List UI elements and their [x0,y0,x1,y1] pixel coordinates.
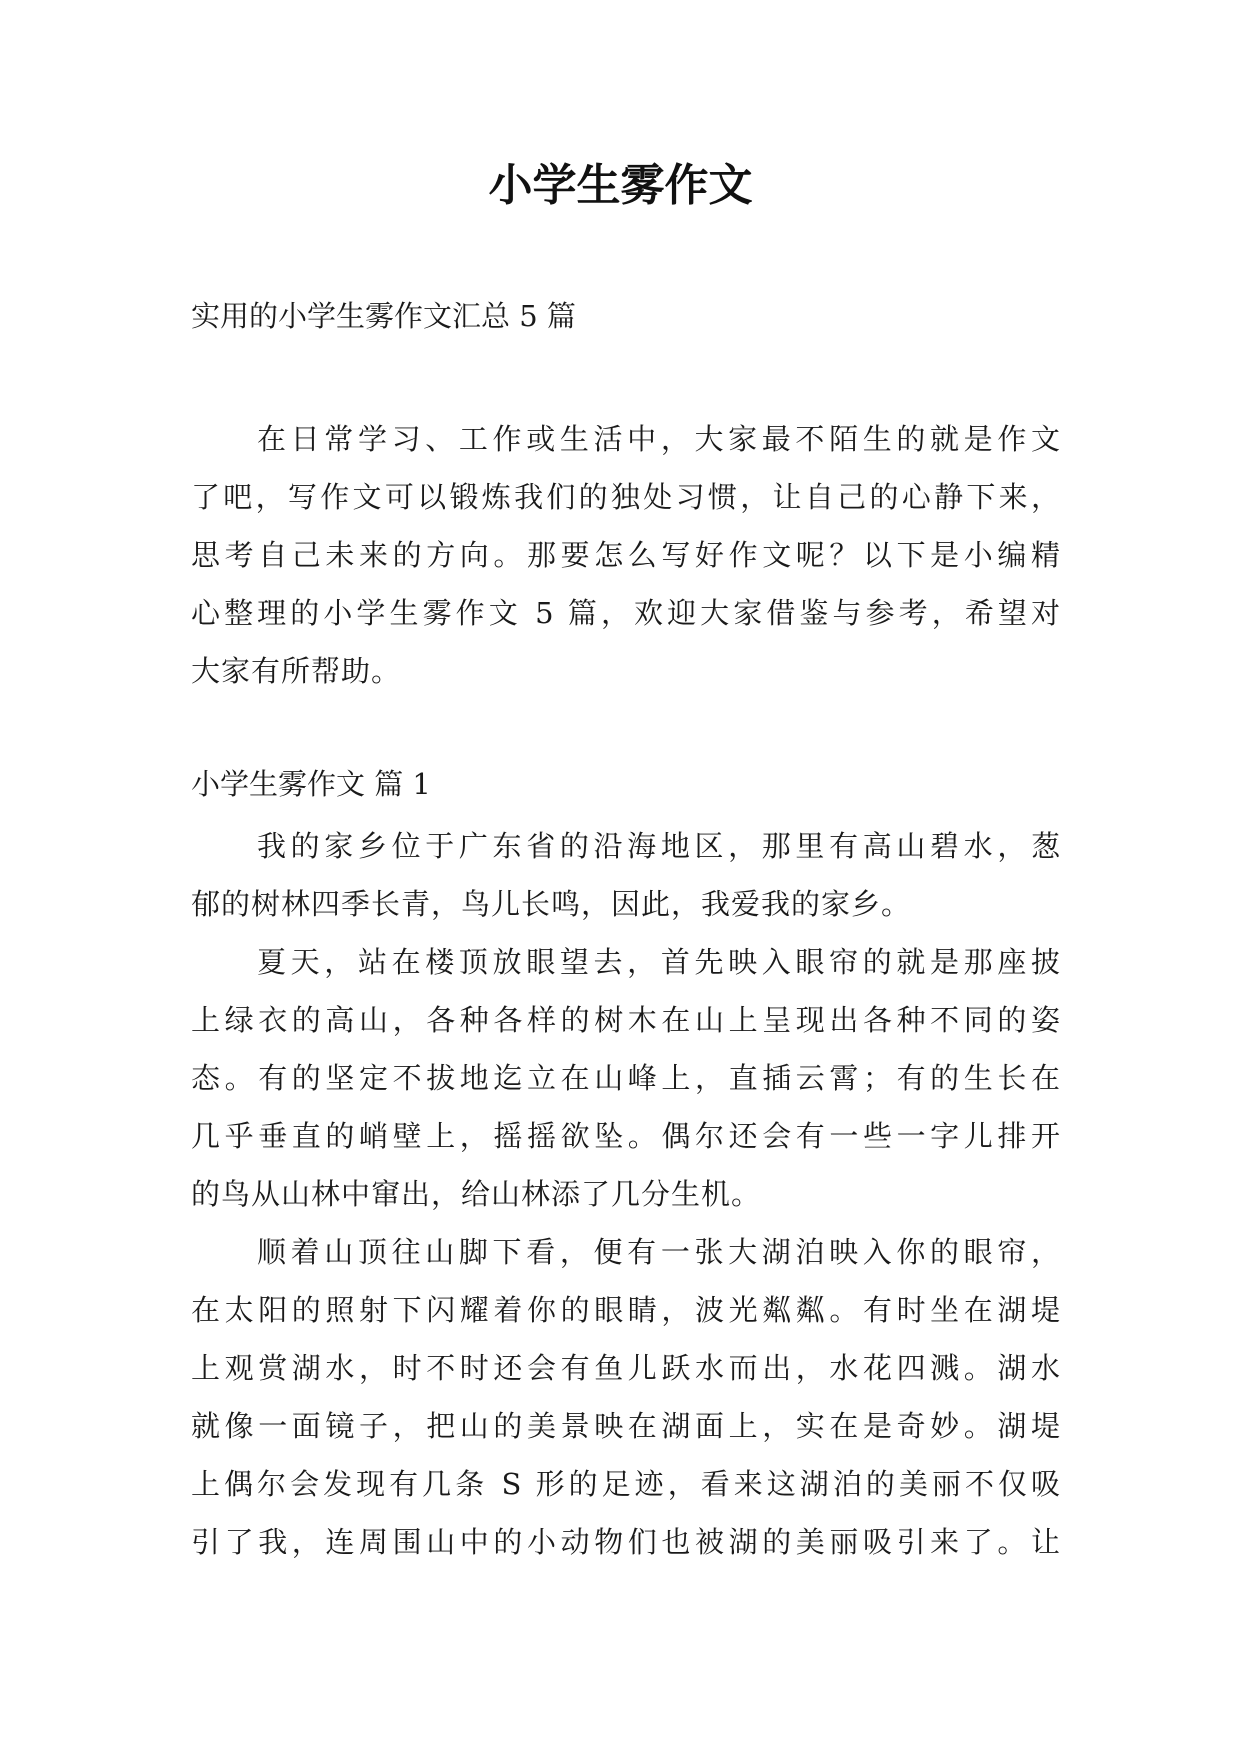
article-line: 在太阳的照射下闪耀着你的眼睛，波光粼粼。有时坐在湖堤 [191,1293,1061,1327]
intro-line: 心整理的小学生雾作文 5 篇，欢迎大家借鉴与参考，希望对 [191,596,1061,630]
article-line: 我的家乡位于广东省的沿海地区，那里有高山碧水，葱 [257,829,1061,863]
article-line: 几乎垂直的峭壁上，摇摇欲坠。偶尔还会有一些一字儿排开 [191,1119,1061,1153]
article-line: 态。有的坚定不拔地迄立在山峰上，直插云霄；有的生长在 [191,1061,1061,1095]
article-line: 上绿衣的高山，各种各样的树木在山上呈现出各种不同的姿 [191,1003,1061,1037]
article-line: 夏天，站在楼顶放眼望去，首先映入眼帘的就是那座披 [257,945,1061,979]
intro-line: 大家有所帮助。 [191,654,402,688]
article-line: 顺着山顶往山脚下看，便有一张大湖泊映入你的眼帘， [257,1235,1061,1269]
intro-line: 思考自己未来的方向。那要怎么写好作文呢？以下是小编精 [191,538,1061,572]
intro-line: 了吧，写作文可以锻炼我们的独处习惯，让自己的心静下来， [191,480,1061,514]
article-line: 上偶尔会发现有几条 S 形的足迹，看来这湖泊的美丽不仅吸 [191,1467,1061,1501]
intro-paragraph [191,410,1061,700]
article-line: 的鸟从山林中窜出，给山林添了几分生机。 [191,1177,762,1211]
document-subtitle: 实用的小学生雾作文汇总 5 篇 [191,299,576,333]
intro-line: 在日常学习、工作或生活中，大家最不陌生的就是作文 [257,422,1061,456]
article-line: 上观赏湖水，时不时还会有鱼儿跃水而出，水花四溅。湖水 [191,1351,1061,1385]
section-heading: 小学生雾作文 篇 1 [191,767,431,801]
article-line: 引了我，连周围山中的小动物们也被湖的美丽吸引来了。让 [191,1525,1061,1559]
article-body [191,817,1061,1571]
document-title: 小学生雾作文 [488,160,753,211]
article-line: 郁的树林四季长青，鸟儿长鸣，因此，我爱我的家乡。 [191,887,912,921]
article-line: 就像一面镜子，把山的美景映在湖面上，实在是奇妙。湖堤 [191,1409,1061,1443]
